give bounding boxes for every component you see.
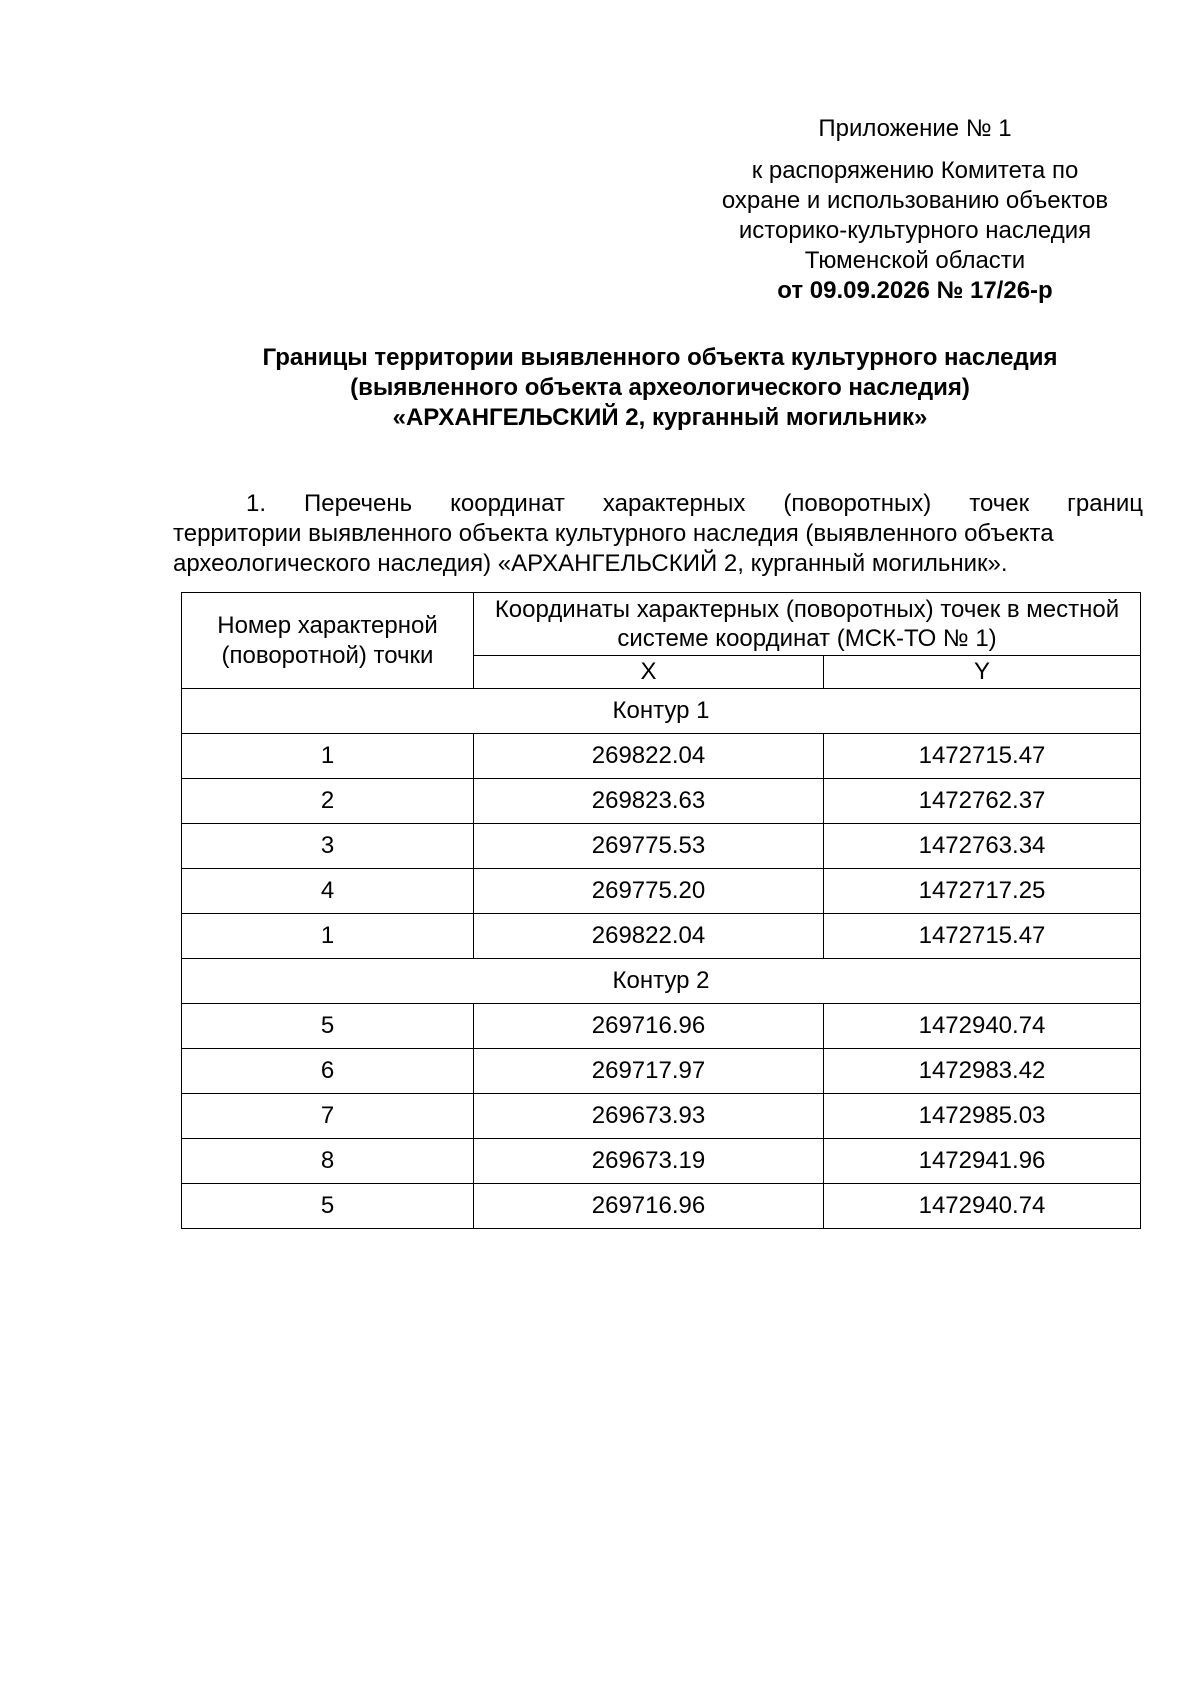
table-row	[182, 1049, 1141, 1094]
table-row	[182, 779, 1141, 824]
coordinates-table	[181, 592, 1141, 1229]
intro-line: территории выявленного объекта культурного наследия (выявленного объекта	[173, 520, 1054, 547]
x-cell: 269716.96	[474, 1184, 824, 1229]
table-row	[182, 1184, 1141, 1229]
appendix-line: Тюменской области	[804, 247, 1026, 274]
table-row	[182, 914, 1141, 959]
point-number-cell: 8	[182, 1139, 474, 1184]
y-cell: 1472983.42	[824, 1049, 1141, 1094]
x-cell: 269823.63	[474, 779, 824, 824]
y-cell: 1472715.47	[824, 914, 1141, 959]
table-row	[182, 734, 1141, 779]
appendix-title: Приложение № 1	[818, 115, 1012, 142]
point-number-cell: 3	[182, 824, 474, 869]
x-cell: 269716.96	[474, 1004, 824, 1049]
title-line: Границы территории выявленного объекта культурного наследия	[262, 344, 1058, 371]
x-cell: 269775.53	[474, 824, 824, 869]
title-line: (выявленного объекта археологического наследия)	[350, 374, 970, 401]
x-cell: 269822.04	[474, 914, 824, 959]
table-row	[182, 1139, 1141, 1184]
y-cell: 1472763.34	[824, 824, 1141, 869]
x-cell: 269673.93	[474, 1094, 824, 1139]
contour-row	[182, 959, 1141, 1004]
point-number-cell: 1	[182, 914, 474, 959]
header-x: X	[474, 656, 824, 689]
table-row	[182, 1004, 1141, 1049]
contour-label: Контур 1	[182, 689, 1141, 734]
intro-line: археологического наследия) «АРХАНГЕЛЬСКИЙ 2, курганный могильник».	[173, 550, 1008, 577]
y-cell: 1472940.74	[824, 1004, 1141, 1049]
y-cell: 1472940.74	[824, 1184, 1141, 1229]
point-number-cell: 7	[182, 1094, 474, 1139]
y-cell: 1472762.37	[824, 779, 1141, 824]
appendix-line: охране и использованию объектов	[721, 187, 1109, 214]
y-cell: 1472941.96	[824, 1139, 1141, 1184]
point-number-cell: 6	[182, 1049, 474, 1094]
point-number-cell: 4	[182, 869, 474, 914]
intro-line: 1. Перечень координат характерных (поворотных) точек границ	[246, 490, 1143, 517]
point-number-cell: 1	[182, 734, 474, 779]
header-point-number: Номер характерной (поворотной) точки	[182, 593, 474, 689]
x-cell: 269673.19	[474, 1139, 824, 1184]
x-cell: 269775.20	[474, 869, 824, 914]
header-y: Y	[824, 656, 1141, 689]
appendix-block	[690, 114, 1140, 306]
point-number-cell: 5	[182, 1004, 474, 1049]
title-line: «АРХАНГЕЛЬСКИЙ 2, курганный могильник»	[392, 404, 928, 431]
x-cell: 269717.97	[474, 1049, 824, 1094]
intro-paragraph	[173, 489, 1143, 579]
appendix-order: от 09.09.2026 № 17/26-р	[777, 277, 1053, 304]
header-coordinates: Координаты характерных (поворотных) точек в местной системе координат (МСК-ТО № 1)	[474, 593, 1141, 656]
appendix-line: историко-культурного наследия	[738, 217, 1092, 244]
point-number-cell: 5	[182, 1184, 474, 1229]
y-cell: 1472717.25	[824, 869, 1141, 914]
y-cell: 1472715.47	[824, 734, 1141, 779]
appendix-line: к распоряжению Комитета по	[751, 157, 1079, 184]
contour-label: Контур 2	[182, 959, 1141, 1004]
table-row	[182, 1094, 1141, 1139]
contour-row	[182, 689, 1141, 734]
table-row	[182, 869, 1141, 914]
document-title	[160, 343, 1160, 433]
y-cell: 1472985.03	[824, 1094, 1141, 1139]
point-number-cell: 2	[182, 779, 474, 824]
table-row	[182, 824, 1141, 869]
x-cell: 269822.04	[474, 734, 824, 779]
